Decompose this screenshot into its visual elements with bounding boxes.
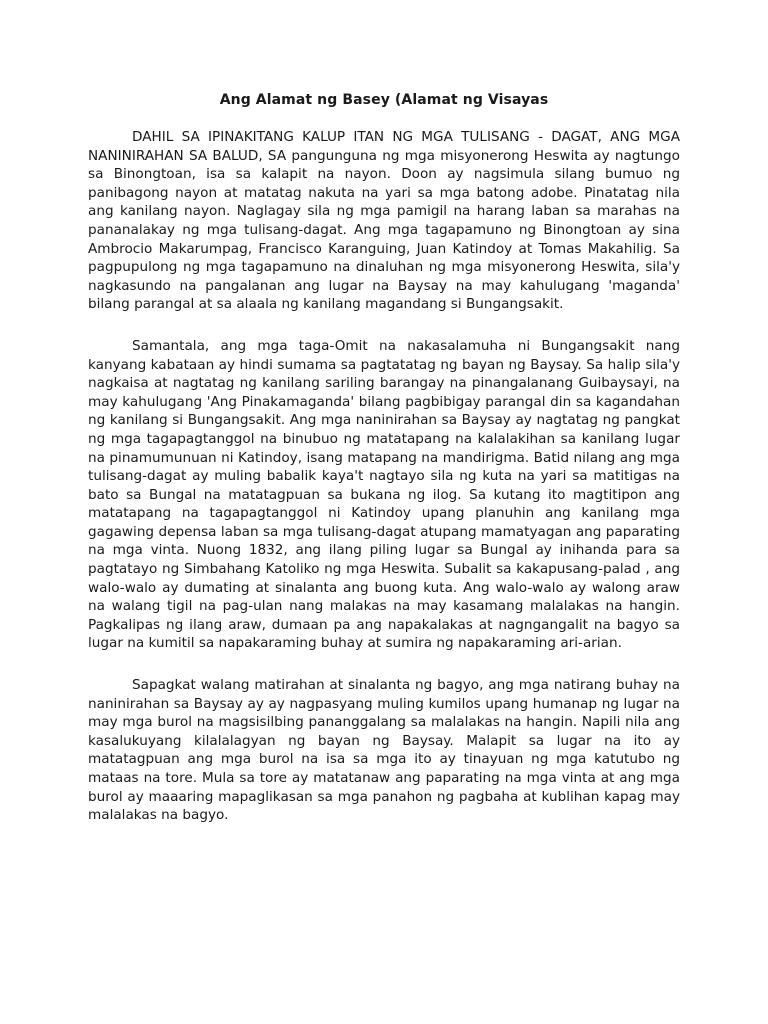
paragraph-3: Sapagkat walang matirahan at sinalanta ng bagyo, ang mga natirang buhay na naninirahan sa Baysay ay ay nagpasyang muling kumilos upang humanap ng lugar na may mga burol na magsisilbing pananggalang sa malalakas na hangin. Napili nila ang kasalukuyang kilalalagyan ng bayan ng Baysay. Malapit sa lugar na ito ay matatagpuan ang mga burol na isa sa mga ito ay tinayuan ng mga katutubo ng mataas na tore. Mula sa tore ay matatanaw ang paparating na mga vinta at ang mga burol ay maaaring mapaglikasan sa mga panahon ng pagbaha at kublihan kapag may malalakas na bagyo. [88,677,680,824]
document-title: Ang Alamat ng Basey (Alamat ng Visayas [219,92,549,108]
document-page [88,92,680,848]
paragraph-1: DAHIL SA IPINAKITANG KALUP ITAN NG MGA TULISANG - DAGAT, ANG MGA NANINIRAHAN SA BALUD, SA pangunguna ng mga misyonerong Heswita ay nagtungo sa Binongtoan, isa sa kalapit na nayon. Doon ay nagsimula silang bumuo ng panibagong nayon at matatag nakuta na yari sa mga batong adobe. Pinatatag nila ang kanilang nayon. Naglagay sila ng mga pamigil na harang laban sa marahas na pananalakay ng mga tulisang-dagat. Ang mga tagapamuno ng Binongtoan ay sina Ambrocio Makarumpag, Francisco Karanguing, Juan Katindoy at Tomas Makahilig. Sa pagpupulong ng mga tagapamuno na dinaluhan ng mga misyonerong Heswita, sila'y nagkasundo na pangalanan ang lugar na Baysay na may kahulugang 'maganda' bilang parangal at sa alaala ng kanilang magandang si Bungangsakit. [88,129,680,313]
paragraph-2: Samantala, ang mga taga-Omit na nakasalamuha ni Bungangsakit nang kanyang kabataan ay hindi sumama sa pagtatatag ng bayan ng Baysay. Sa halip sila'y nagkaisa at nagtatag ng kanilang sariling barangay na pinangalanang Guibaysayi, na may kahulugang 'Ang Pinakamaganda' bilang pagbibigay parangal din sa kagandahan ng kanilang si Bungangsakit. Ang mga naninirahan sa Baysay ay nagtatag ng pangkat ng mga tagapagtanggol na binubuo ng matatapang na kalalakihan sa kanilang lugar na pinamumunuan ni Katindoy, isang matapang na mandirigma. Batid nilang ang mga tulisang-dagat ay muling babalik kaya't nagtayo sila ng kuta na yari sa matitigas na bato sa Bungal na matatagpuan sa bukana ng ilog. Sa kutang ito magtitipon ang matatapang na tagapagtanggol ni Katindoy upang planuhin ang kanilang mga gagawing depensa laban sa mga tulisang-dagat atupang mamatyagan ang paparating na mga vinta. Nuong 1832, ang ilang piling lugar sa Bungal ay inihanda para sa pagtatayo ng Simbahang Katoliko ng mga Heswita. Subalit sa kakapusang-palad , ang walo-walo ay dumating at sinalanta ang buong kuta. Ang walo-walo ay walong araw na walang tigil na pag-ulan nang malakas na may kasamang malalakas na hangin. Pagkalipas ng ilang araw, dumaan pa ang napakalakas at nagngangalit na bagyo sa lugar na kumitil sa napakaraming buhay at sumira ng napakaraming ari-arian. [88,337,680,652]
